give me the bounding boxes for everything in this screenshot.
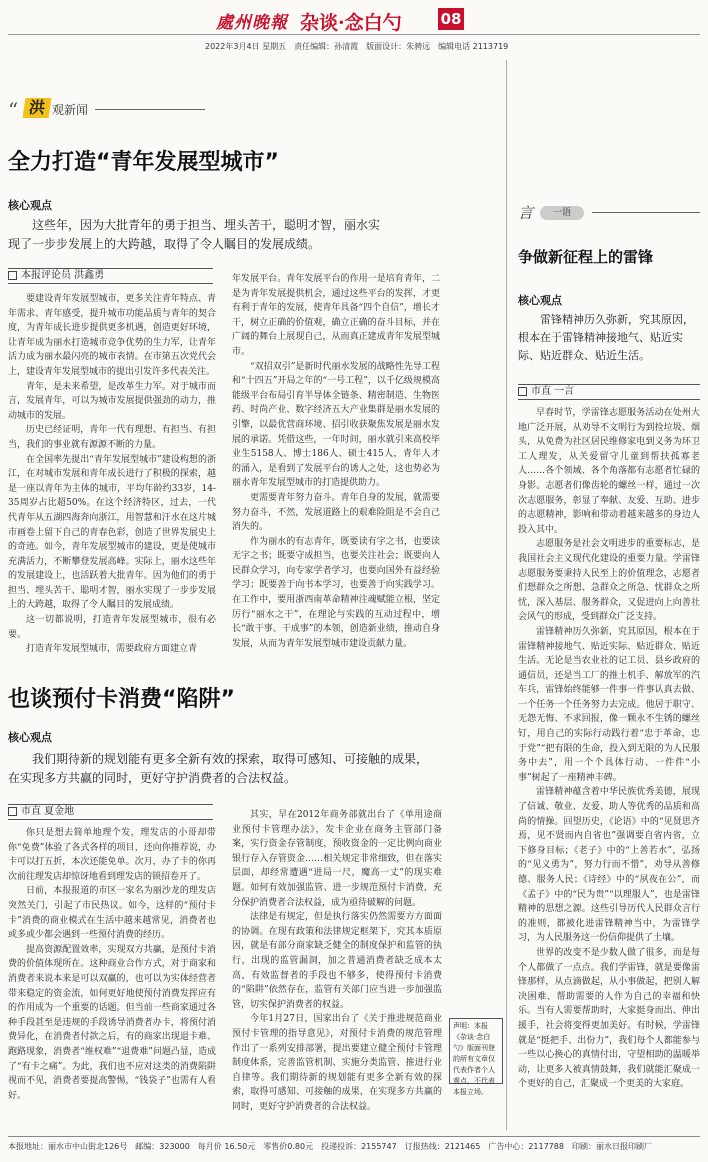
masthead-paper-name: 處州晚報 bbox=[216, 13, 288, 33]
column-label-rule bbox=[95, 109, 205, 110]
article1-kicker: 核心观点 bbox=[8, 199, 52, 212]
column-label-mark: 洪 bbox=[23, 98, 52, 118]
article2-byline bbox=[8, 804, 213, 820]
notice-box: 声明：本报《杂谈·念白勺》版面刊登的所有文章仅代表作者个人观点，不代表本报立场。 bbox=[449, 1018, 503, 1084]
column-divider bbox=[506, 60, 507, 1130]
sidebar-tag bbox=[518, 200, 588, 224]
article2-para: 你只是想去简单地理个发，理发店的小哥却带你“免费”体验了各式各样的项目，还向你推荐说，办卡可以打五折，本次还能免单。次月，办了卡的你再次前往理发店却惊讶地看到理发店的锁招卷开了。 bbox=[8, 828, 216, 882]
sidebar-lead: 雷锋精神历久弥新，究其原因，根本在于雷锋精神接地气、贴近实际、贴近群众、贴近生活。 bbox=[518, 313, 694, 362]
quote-icon: “ bbox=[8, 98, 19, 122]
page-number: 08 bbox=[438, 8, 464, 30]
article2-para: 其实，早在2012年商务部就出台了《单用途商业预付卡管理办法》，发卡企业在商务主管部门备案，实行资金存管制度，预收资金的一定比例向商业银行存入存管资金……相关规定非常细致，但在落实层面，却经常遭遇“进局一尺，魔高一丈”的现实难题。如何有效加强监管、进一步规范预付卡消费，充分保护消费者合法权益，成为亟待破解的问题。 bbox=[232, 810, 442, 908]
article1-lead: 这些年，因为大批青年的勇于担当、埋头苦干，聪明才智，丽水实现了一步步发展上的大跨越，取得了令人瞩目的发展成绩。 bbox=[8, 218, 381, 251]
page-footer: 本报地址：丽水市中山街北126号 邮编：323000 每月价 16.50元 零售价0.80元 投递投诉：2155747 订报热线：2121465 广告中心：2117788 印刷：丽水日报印刷厂 bbox=[8, 1136, 700, 1152]
sidebar-tag-rule bbox=[592, 212, 700, 213]
article1-para: 作为丽水的有志青年，既要读有字之书，也要读无字之书；既要守成担当，也要关注社会；既要向人民群众学习，向专家学者学习，也要向国外有益经验学习；既要善于向书本学习，也要善于向实践学习。在工作中，要用浙西南革命精神注魂赋能立根，坚定厉行“丽水之干”，在理论与实践的互动过程中，增长“敢干事、干成事”的本领，创造新业绩，推动自身发展，从而为青年发展型城市建设贡献力量。 bbox=[232, 536, 440, 649]
sidebar-para: 雷锋精神蕴含着中华民族优秀美德，展现了信诚、敬业、友爱、助人等优秀的品质和高尚的情操。回望历史，《论语》中的“见贤思齐焉，见不贤而内自省也”强调要自省内省，立下修身目标；《老子》中的“上善若水”，弘扬的“见义勇为”，努力行而不惜”，劝导从善修德、服务人民；《诗经》中的“夙夜在公”，而《孟子》中的“民为贵”“以理服人”，也是雷锋精神的思想之源。这些引导历代人民群众言行的准则，都被化进雷锋精神当中，为雷锋学习，为人民服务这一份信仰提供了土壤。 bbox=[518, 787, 700, 944]
sidebar-byline bbox=[518, 384, 700, 400]
square-icon bbox=[518, 387, 527, 396]
article2-col2 bbox=[232, 808, 442, 1130]
article1-para: 在全国率先提出“青年发展型城市”建设构想的浙江，在对城市发展和青年成长进行了积极的探索，越是一座以青年为主体的城市，平均年龄约33岁，14-35周岁占比超50%。在这个经济特区，过去，一代代青年从五湖四海奔向浙江，用智慧和汗水在这片城市画卷上留下自己的青春色彩，创造了世界发展史上的奇迹。如今，青年发展型城市的建设，更是使城市充满活力，不断攀登发展高峰。实际上，丽水这些年的发展建设上，也活跃着大批青年。因为他们的勇于担当、埋头苦干、聪明才智，丽水实现了一步步发展上的大跨越，取得了令人瞩目的发展成绩。 bbox=[8, 454, 216, 611]
masthead-divider bbox=[8, 34, 700, 35]
article2-para: 法律是有规定，但是执行落实仍然需要方方面面的协调。在现有政策和法律规定框架下，究其本质原因，就是有部分商家缺乏健全的制度保护和监管的执行，出现的监管漏洞，加之普通消费者缺乏成本太高，有效监督者的手段也不够多，使得预付卡消费的“陷阱”依然存在，监管有关部门应当进一步加强监管，切实保护消费者的权益。 bbox=[232, 912, 442, 1010]
article1-para: 青年，是未来希望，是改革生力军。对于城市而言，发展青年，可以为城市发展提供强劲的动力，推动城市的发展。 bbox=[8, 381, 216, 421]
article1-col1 bbox=[8, 292, 216, 658]
sidebar-para: 志愿服务是社会文明进步的重要标志，是我国社会主义现代化建设的重要力量。学雷锋志愿服务要秉持人民至上的价值理念，志愿者们想群众之所想、急群众之所急、忧群众之所忧，深入基层、服务群众，又促进向上向善社会风气的形成，受到群众广泛支持。 bbox=[518, 539, 700, 623]
article1-byline-text: 本报评论员 洪鑫勇 bbox=[21, 270, 105, 281]
article1-para: 历史已经证明，青年一代有理想、有担当、有担当，我们的事业就有源源不断的力量。 bbox=[8, 425, 216, 450]
sidebar-headline: 争做新征程上的雷锋 bbox=[518, 248, 654, 266]
square-icon bbox=[8, 271, 17, 280]
sidebar-byline-text: 市直 一言 bbox=[531, 386, 575, 397]
article2-byline-text: 市直 夏金地 bbox=[21, 806, 75, 817]
article1-para: “双招双引”是新时代丽水发展的战略性先导工程和“十四五”开局之年的“一号工程”，以千亿级规模高能级平台布局引育半导体全链条、精密制造、生物医药、时尚产业、数字经济五大产业集群是丽水发展的引擎，以最优营商环境、招引收获聚焦发展是丽水发展的承诺。凭借这些，一年时间，丽水就引来高校毕业生5158人、博士186人、硕士415人，青年人才的涌入，是看到了发展平台的诱人之处，这也势必为丽水青年发展型城市的打造提供助力。 bbox=[232, 361, 440, 489]
article1-para: 打造青年发展型城市，需要政府方面建立青 bbox=[26, 644, 198, 655]
article2-lead: 我们期待新的规划能有更多全新有效的探索，取得可感知、可接触的成果，在实现多方共赢的同时，更好守护消费者的合法权益。 bbox=[8, 752, 429, 785]
sidebar-para: 世界的改变不是少数人做了很多，而是每个人都做了一点点。我们学雷锋，就是要像雷锋那样，从点滴做起，从小事做起，把别人解决困难、帮助需要的人作为自己的幸福和快乐。当有人需要帮助时，大家挺身而出、伸出援手，社会将变得更加美好。有时候，学雷锋就是“挺把手、出份力”，我们每个人都能参与一些以心换心的真情付出，守望相助的温暖举动，让更多人被真情鼓舞，我们就能汇聚成一个更好的自己，汇聚成一个更美的大家庭。 bbox=[518, 947, 700, 1090]
article2-para: 日前，本报报道的市区一家名为丽沙龙的理发店突然关门，引起了市民热议。如今，这样的“预付卡卡”消费的商业模式在生活中越来越常见，消费者也或多或少都会遇到一些预付消费的经历。 bbox=[8, 886, 216, 941]
sidebar-para: 早春时节，学雷锋志愿服务活动在处州大地广泛开展，从劝导不文明行为到捡垃圾、烟头，从免费为社区居民维修家电到义务为环卫工人理发，从关爱留守儿童到帮扶孤寡老人……各个领域、各个角落都有志愿者忙碌的身影。志愿者们像齿轮的螺丝一样，通过一次次志愿服务，彰显了奉献、友爱、互助、进步的志愿精神，影响和带动着越来越多的身边人投入其中。 bbox=[518, 408, 700, 535]
masthead-info: 2022年3月4日 星期五 责任编辑：孙清霞 版面设计：朱骋远 编辑电话 2113719 bbox=[205, 42, 509, 51]
column-label-text: 观新闻 bbox=[52, 103, 89, 117]
sidebar-kicker: 核心观点 bbox=[518, 294, 562, 307]
article1-para: 年发展平台。青年发展平台的作用一是培育青年，二是为青年发展提供机会，通过这些平台的发挥，才更有利于青年的发展，使青年具备“四个自信”，增长才干，树立正确的价值观，确立正确的奋斗目标，并在广阔的舞台上展现自己，从而真正建成青年发展型城市。 bbox=[232, 274, 440, 357]
article1-para: 这一切都说明，打造青年发展型城市，很有必要。 bbox=[8, 615, 216, 640]
sidebar-tag-text: 一语 bbox=[540, 206, 584, 220]
article1-para: 更需要青年努力奋斗。青年自身的发展，就需要努力奋斗，不然，发展道路上的艰难险阻是不会自己消失的。 bbox=[232, 492, 440, 533]
article1-headline: 全力打造“青年发展型城市” bbox=[8, 150, 279, 175]
sidebar-tag-char: 言 bbox=[518, 204, 534, 222]
article2-col1 bbox=[8, 826, 216, 1130]
sidebar-body bbox=[518, 406, 700, 1130]
sidebar-para: 雷锋精神历久弥新，究其原因，根本在于雷锋精神接地气、贴近实际、贴近群众、贴近生活。无论是当农业社的记工员、县乡政府的通信员，还是当工厂的推土机手、解放军的汽车兵，雷锋始终能够一件事一件事认真去做、一个任务一个任务努力去完成。他居于职守、无怨无悔、不求回报，像一颗永不生锈的螺丝钉，用自己的实际行动践行着“忠于革命，忠于党”“把有限的生命，投入到无限的为人民服务中去”，用一个个具体行动、一件件“小事”树起了一座精神丰碑。 bbox=[518, 626, 700, 783]
article2-para: 今年1月27日，国家出台了《关于推进规范商业预付卡管理的指导意见》，对预付卡消费的规范管理作出了一系列安排部署，提出要建立健全预付卡管理制度体系，完善监管机制、实施分类监管、推进行业自律等。我们期待新的规划能有更多全新有效的探索，取得可感知、可接触的成果，在实现多方共赢的同时，更好守护消费者的合法权益。 bbox=[232, 1014, 442, 1112]
article2-kicker: 核心观点 bbox=[8, 731, 52, 744]
article1-col2 bbox=[232, 272, 440, 658]
square-icon bbox=[8, 807, 17, 816]
article2-headline: 也谈预付卡消费“陷阱” bbox=[8, 687, 235, 712]
masthead-section-title: 杂谈·念白勺 bbox=[300, 12, 402, 34]
article1-byline bbox=[8, 268, 213, 284]
article1-para: 要建设青年发展型城市，更多关注青年特点、青年需求、青年感受，提升城市功能品质与青年的契合度，为青年成长进步提供更多机遇，创造更好环境，让青年成为丽水打造城市竞争优势的生力军，让青年活力成为丽水最闪亮的城市表情。在市第五次党代会上，建设青年发展型城市的提出引发许多代表关注。 bbox=[8, 294, 216, 377]
article2-para: 提高资源配置效率，实现双方共赢，是预付卡消费的价值体现所在。这种商业合作方式，对于商家和消费者来说本来是可以双赢的，也可以为实体经营者带来稳定的资金流，如何更好地使预付消费发挥应有的作用成为一个重要的话题。但当前一些商家通过各种手段甚至是违规的手段诱导消费者办卡，将预付消费异化，在消费者付款之后，有的商家出现退卡难、跑路现象，消费者“维权难”“退费难”问题凸显，造成了“有卡之痛”。为此，我们也不应对这类的消费陷阱视而不见，消费者要提高警惕，“钱袋子”也需有人看好。 bbox=[8, 944, 216, 1101]
column-label bbox=[8, 98, 93, 120]
